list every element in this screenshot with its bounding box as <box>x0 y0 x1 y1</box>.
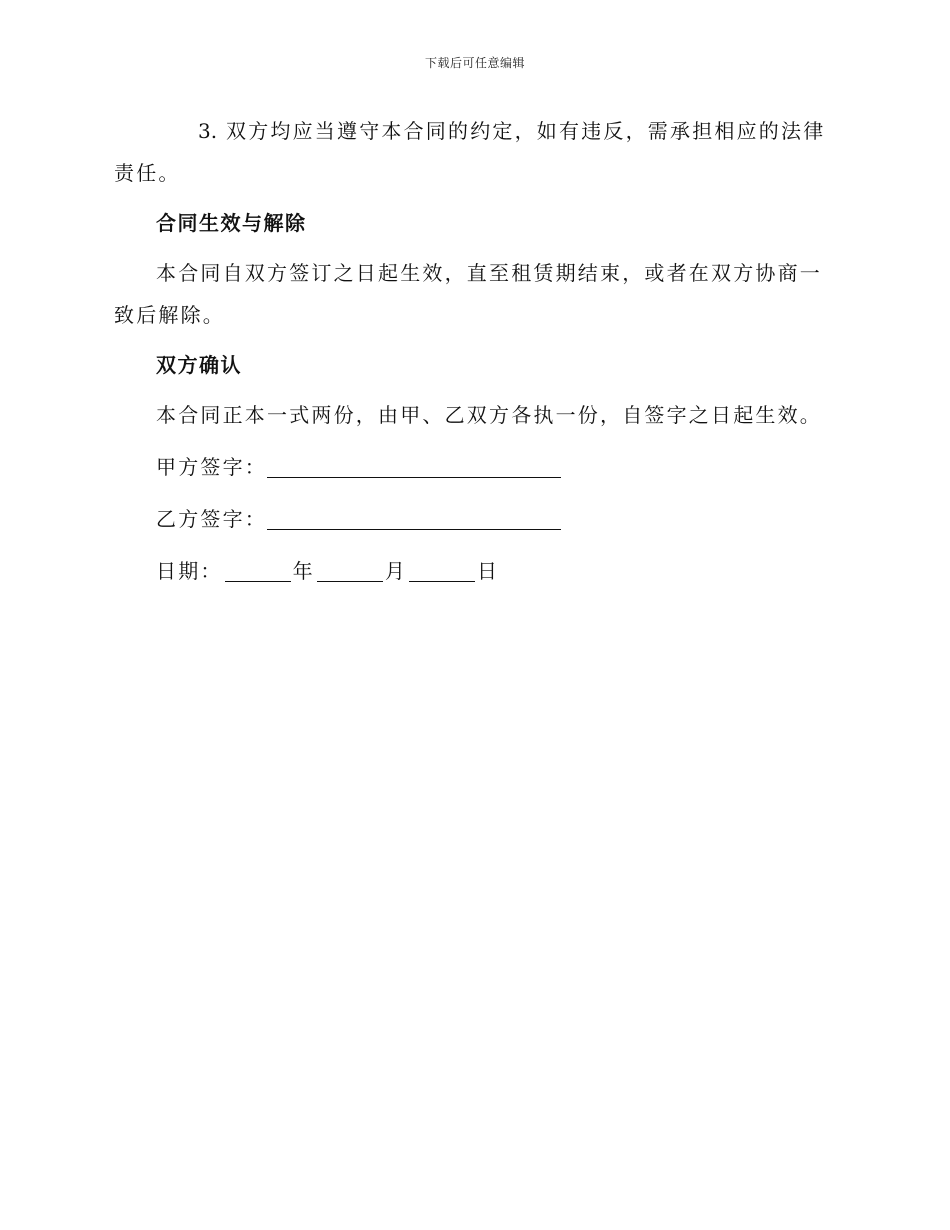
party-b-signature-label: 乙方签字： <box>156 507 267 531</box>
date-day-blank[interactable] <box>409 551 475 582</box>
date-year-unit: 年 <box>292 559 315 583</box>
party-a-signature-blank[interactable] <box>267 447 561 478</box>
clause-text: 双方均应当遵守本合同的约定，如有违反，需承担相应的法律责任。 <box>114 119 826 185</box>
section-text-confirm: 本合同正本一式两份，由甲、乙双方各执一份，自签字之日起生效。 <box>156 403 822 427</box>
date-row <box>114 550 834 592</box>
party-b-signature-row <box>114 498 834 540</box>
section-text-effect: 本合同自双方签订之日起生效，直至租赁期结束，或者在双方协商一致后解除。 <box>114 261 822 327</box>
party-a-signature-label: 甲方签字： <box>156 455 267 479</box>
date-label: 日期： <box>156 559 223 583</box>
section-heading-confirm: 双方确认 <box>156 353 242 377</box>
party-b-signature-blank[interactable] <box>267 499 561 530</box>
section-heading-effect: 合同生效与解除 <box>156 211 307 235</box>
clause-number: 3. <box>198 119 218 143</box>
date-month-blank[interactable] <box>317 551 383 582</box>
header-note: 下载后可任意编辑 <box>424 56 525 70</box>
party-a-signature-row <box>114 446 834 488</box>
date-month-unit: 月 <box>384 559 408 583</box>
document-body <box>114 110 834 602</box>
date-day-unit: 日 <box>477 559 500 583</box>
date-year-blank[interactable] <box>225 551 291 582</box>
clause-item-3 <box>114 110 834 194</box>
